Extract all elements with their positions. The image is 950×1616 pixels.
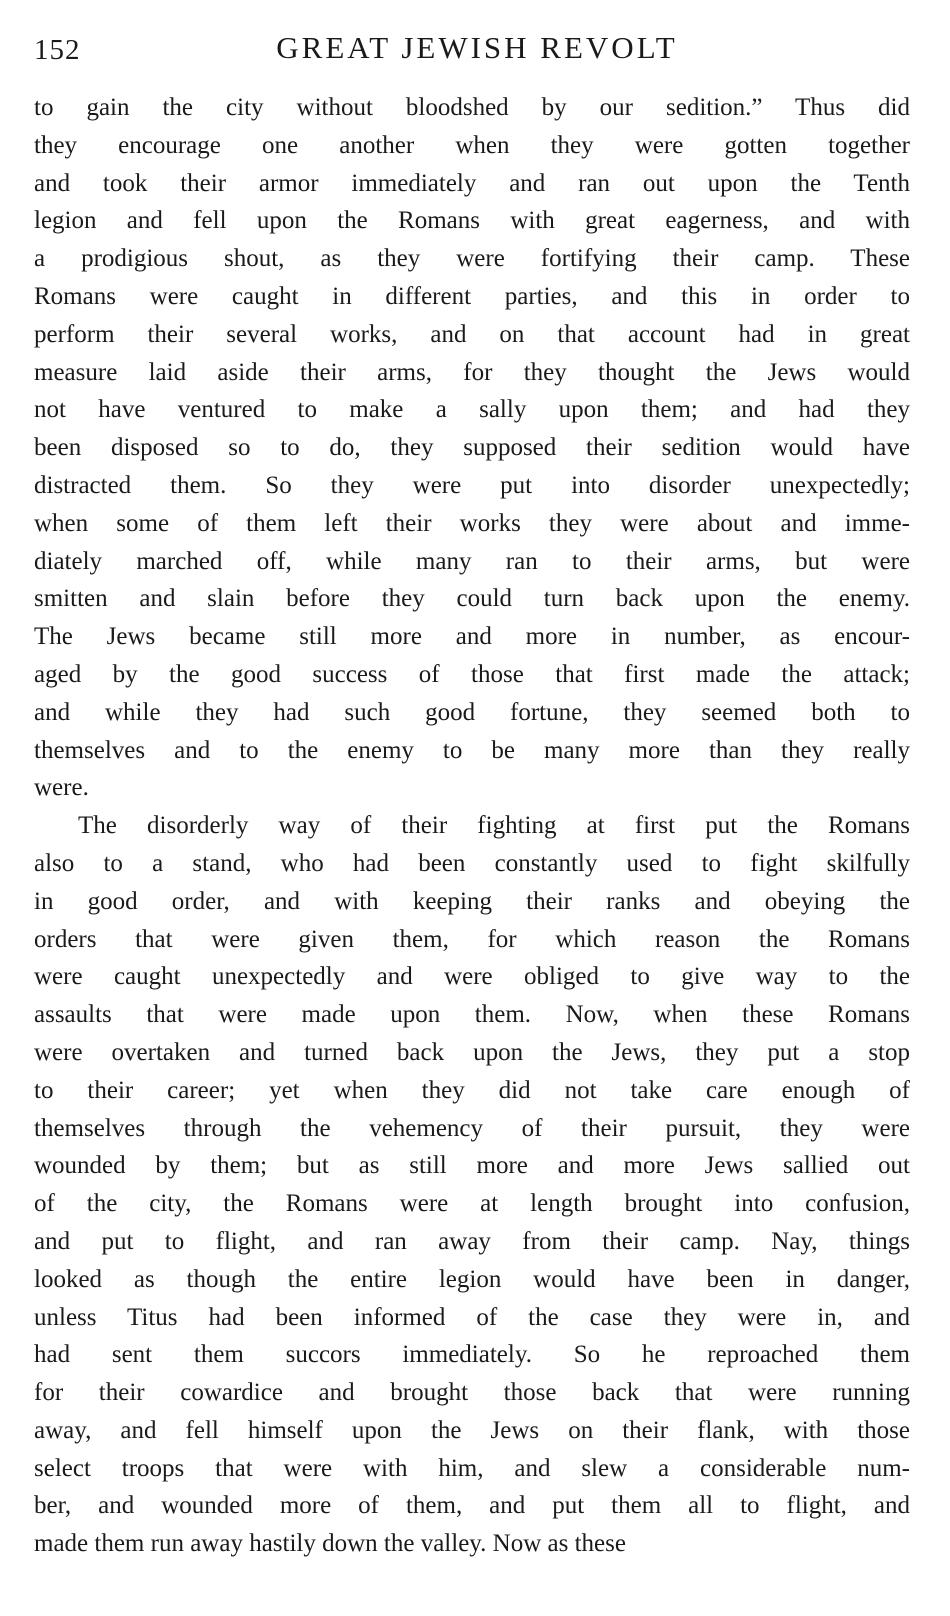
text-line: orders that were given them, for which reason the Romans xyxy=(34,925,910,953)
running-head xyxy=(34,30,910,70)
text-line: of the city, the Romans were at length brought into confusion, xyxy=(34,1190,910,1218)
page-number: 152 xyxy=(34,34,81,66)
text-line: in good order, and with keeping their ranks and obeying the xyxy=(34,887,910,915)
text-line: for their cowardice and brought those back that were running xyxy=(34,1379,910,1407)
text-line: unless Titus had been informed of the case they were in, and xyxy=(34,1303,910,1331)
text-line: legion and fell upon the Romans with great eagerness, and with xyxy=(34,207,910,235)
text-line: made them run away hastily down the valley. Now as these xyxy=(34,1530,626,1558)
text-line: were caught unexpectedly and were obliged to give way to the xyxy=(34,963,910,991)
text-line: smitten and slain before they could turn back upon the enemy. xyxy=(34,585,910,613)
paragraph xyxy=(34,89,910,807)
body-text xyxy=(34,89,910,1563)
text-line: and took their armor immediately and ran out upon the Tenth xyxy=(34,169,910,197)
text-line: The disorderly way of their fighting at first put the Romans xyxy=(78,812,910,840)
text-line: ber, and wounded more of them, and put them all to flight, and xyxy=(34,1492,910,1520)
text-line: and while they had such good fortune, they seemed both to xyxy=(34,698,910,726)
text-line: to their career; yet when they did not take care enough of xyxy=(34,1076,910,1104)
text-line: also to a stand, who had been constantly used to fight skilfully xyxy=(34,849,910,877)
text-line: Romans were caught in different parties, and this in order to xyxy=(34,282,910,310)
paragraph xyxy=(34,807,910,1563)
text-line: were overtaken and turned back upon the Jews, they put a stop xyxy=(34,1038,910,1066)
text-line: assaults that were made upon them. Now, when these Romans xyxy=(34,1001,910,1029)
text-line: when some of them left their works they were about and imme- xyxy=(34,509,910,537)
text-line: a prodigious shout, as they were fortifying their camp. These xyxy=(34,245,910,273)
text-line: themselves through the vehemency of their pursuit, they were xyxy=(34,1114,910,1142)
text-line: select troops that were with him, and slew a considerable num- xyxy=(34,1454,910,1482)
text-line: away, and fell himself upon the Jews on their flank, with those xyxy=(34,1416,910,1444)
text-line: looked as though the entire legion would have been in danger, xyxy=(34,1265,910,1293)
text-line: were. xyxy=(34,774,89,802)
text-line: perform their several works, and on that account had in great xyxy=(34,320,910,348)
text-line: to gain the city without bloodshed by our sedition.” Thus did xyxy=(34,94,910,121)
text-line: distracted them. So they were put into disorder unexpectedly; xyxy=(34,471,910,499)
text-line: they encourage one another when they were gotten together xyxy=(34,131,910,159)
text-line: diately marched off, while many ran to their arms, but were xyxy=(34,547,910,575)
text-line: had sent them succors immediately. So he reproached them xyxy=(34,1341,910,1369)
text-line: and put to flight, and ran away from their camp. Nay, things xyxy=(34,1227,910,1255)
text-line: aged by the good success of those that first made the attack; xyxy=(34,660,910,688)
text-line: not have ventured to make a sally upon them; and had they xyxy=(34,396,910,424)
text-line: measure laid aside their arms, for they thought the Jews would xyxy=(34,358,910,386)
text-line: themselves and to the enemy to be many more than they really xyxy=(34,736,910,764)
running-title: GREAT JEWISH REVOLT xyxy=(276,30,678,65)
text-line: The Jews became still more and more in number, as encour- xyxy=(34,623,910,651)
text-line: wounded by them; but as still more and more Jews sallied out xyxy=(34,1152,910,1180)
text-line: been disposed so to do, they supposed their sedition would have xyxy=(34,434,910,462)
